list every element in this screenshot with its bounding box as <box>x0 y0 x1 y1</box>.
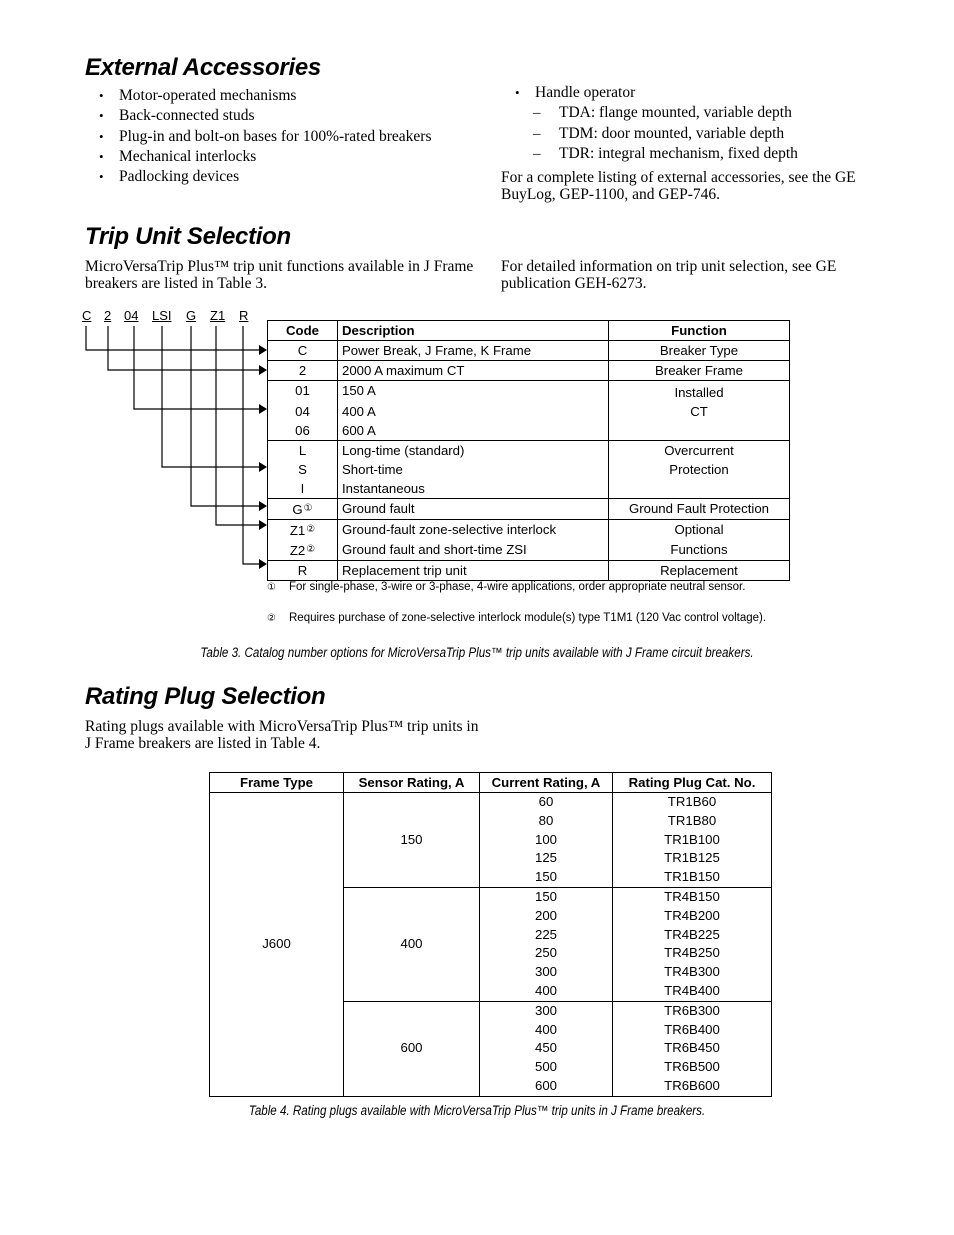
current-rating-cell: 150 <box>480 887 613 906</box>
rating-plug-cell: TR6B450 <box>613 1039 772 1058</box>
rating-plug-cell: TR6B600 <box>613 1077 772 1096</box>
code-part-z1: Z1 <box>210 308 226 323</box>
table-row <box>268 561 790 581</box>
description-cell: Power Break, J Frame, K Frame <box>338 341 609 361</box>
function-cell <box>609 479 790 499</box>
footnote-marker: ① <box>267 582 276 593</box>
footnote-marker: ② <box>306 544 316 555</box>
description-cell: Replacement trip unit <box>338 561 609 581</box>
external-accessories-heading: External Accessories <box>85 54 321 81</box>
rating-plug-cell: TR4B200 <box>613 907 772 926</box>
sublist-item: – TDR: integral mechanism, fixed depth <box>501 144 798 164</box>
footnote-2 <box>267 611 797 626</box>
table-row <box>268 381 790 403</box>
current-rating-cell: 60 <box>480 793 613 812</box>
function-cell: Installed <box>609 381 790 403</box>
rating-plug-cell: TR4B225 <box>613 926 772 945</box>
connector-line-2 <box>108 326 259 370</box>
code-cell: R <box>268 561 338 581</box>
code-text: G <box>292 502 303 517</box>
code-text: Z1 <box>289 523 306 538</box>
footnote-marker: ② <box>306 524 316 535</box>
code-part-04: 04 <box>124 308 139 323</box>
table-row <box>268 361 790 381</box>
accessories-listing-text: For a complete listing of external accessories, see the GE BuyLog, GEP-1100, and GEP-746. <box>501 169 856 203</box>
code-cell: S <box>268 460 338 479</box>
arrow-head <box>259 501 267 511</box>
rating-plug-cell: TR6B500 <box>613 1058 772 1077</box>
description-cell: Ground-fault zone-selective interlock <box>338 520 609 541</box>
column-header-plug-cat-no: Rating Plug Cat. No. <box>613 773 772 793</box>
code-part-lsi: LSI <box>152 308 172 323</box>
rating-plug-cell: TR1B125 <box>613 849 772 868</box>
code-cell: L <box>268 441 338 461</box>
connector-line-04 <box>134 326 259 409</box>
table-row <box>268 540 790 561</box>
connector-line-g <box>191 326 259 506</box>
function-cell: Overcurrent <box>609 441 790 461</box>
code-cell <box>268 520 338 541</box>
frame-type-cell: J600 <box>210 793 344 1097</box>
sensor-rating-cell: 400 <box>344 887 480 1001</box>
code-part-2: 2 <box>104 308 112 323</box>
sensor-rating-cell: 600 <box>344 1001 480 1096</box>
footnote-1 <box>267 580 797 595</box>
current-rating-cell: 100 <box>480 831 613 850</box>
rating-plug-table-body <box>210 793 772 1097</box>
current-rating-cell: 225 <box>480 926 613 945</box>
code-part-g: G <box>186 308 197 323</box>
code-cell: 01 <box>268 381 338 403</box>
rating-plug-intro-text: Rating plugs available with MicroVersaTrip Plus™ trip units in J Frame breakers are listed in Table 4. <box>85 718 479 752</box>
description-cell: Ground fault and short-time ZSI <box>338 540 609 561</box>
arrow-head <box>259 404 267 414</box>
current-rating-cell: 400 <box>480 1021 613 1040</box>
rating-plug-cell: TR4B150 <box>613 887 772 906</box>
function-cell: Breaker Frame <box>609 361 790 381</box>
table-row <box>268 421 790 441</box>
arrow-head <box>259 520 267 530</box>
table-row <box>268 441 790 461</box>
trip-unit-selection-heading: Trip Unit Selection <box>85 223 291 250</box>
current-rating-cell: 80 <box>480 812 613 831</box>
code-cell <box>268 499 338 520</box>
code-cell: 06 <box>268 421 338 441</box>
arrow-head <box>259 365 267 375</box>
arrow-head <box>259 345 267 355</box>
list-item: • Back-connected studs <box>85 106 432 126</box>
code-cell <box>268 540 338 561</box>
table-row <box>268 341 790 361</box>
code-cell: 2 <box>268 361 338 381</box>
description-cell: 150 A <box>338 381 609 403</box>
current-rating-cell: 250 <box>480 944 613 963</box>
trip-unit-intro-text: MicroVersaTrip Plus™ trip unit functions available in J Frame breakers are listed in Table 3. <box>85 258 474 292</box>
table-row <box>268 460 790 479</box>
current-rating-cell: 200 <box>480 907 613 926</box>
function-cell: CT <box>609 402 790 421</box>
description-cell: Ground fault <box>338 499 609 520</box>
connector-line-c <box>86 326 259 350</box>
rating-plug-cell: TR4B400 <box>613 982 772 1001</box>
rating-plug-cell: TR1B60 <box>613 793 772 812</box>
function-cell <box>609 421 790 441</box>
current-rating-cell: 500 <box>480 1058 613 1077</box>
code-part-r: R <box>239 308 249 323</box>
function-cell: Protection <box>609 460 790 479</box>
current-rating-cell: 150 <box>480 868 613 887</box>
rating-plug-cell: TR6B400 <box>613 1021 772 1040</box>
function-cell: Replacement <box>609 561 790 581</box>
table-row <box>268 402 790 421</box>
sensor-rating-cell: 150 <box>344 793 480 888</box>
code-cell: C <box>268 341 338 361</box>
description-cell: 400 A <box>338 402 609 421</box>
arrow-head <box>259 559 267 569</box>
table-row <box>268 479 790 499</box>
column-header-sensor-rating: Sensor Rating, A <box>344 773 480 793</box>
column-header-frame-type: Frame Type <box>210 773 344 793</box>
table-row <box>268 520 790 541</box>
column-header-function: Function <box>609 321 790 341</box>
list-item: • Plug-in and bolt-on bases for 100%-rated breakers <box>85 127 432 147</box>
rating-plug-table <box>209 772 772 1097</box>
function-cell: Optional <box>609 520 790 541</box>
current-rating-cell: 400 <box>480 982 613 1001</box>
connector-line-r <box>243 326 259 564</box>
table-4-caption: Table 4. Rating plugs available with MicroVersaTrip Plus™ trip units in J Frame breakers. <box>248 1103 706 1118</box>
footnote-marker: ② <box>267 613 276 624</box>
function-cell: Ground Fault Protection <box>609 499 790 520</box>
function-cell: Functions <box>609 540 790 561</box>
current-rating-cell: 125 <box>480 849 613 868</box>
table-header-row <box>210 773 772 793</box>
current-rating-cell: 300 <box>480 963 613 982</box>
function-cell: Breaker Type <box>609 341 790 361</box>
rating-plug-cell: TR1B80 <box>613 812 772 831</box>
list-item: • Motor-operated mechanisms <box>85 86 432 106</box>
rating-plug-cell: TR4B250 <box>613 944 772 963</box>
current-rating-cell: 600 <box>480 1077 613 1096</box>
current-rating-cell: 450 <box>480 1039 613 1058</box>
connector-line-z1 <box>216 326 259 525</box>
column-header-description: Description <box>338 321 609 341</box>
rating-plug-cell: TR6B300 <box>613 1001 772 1020</box>
handle-operator-label: Handle operator <box>535 84 636 101</box>
arrow-head <box>259 462 267 472</box>
code-part-c: C <box>82 308 92 323</box>
trip-unit-catalog-table <box>267 320 790 581</box>
description-cell: 2000 A maximum CT <box>338 361 609 381</box>
footnote-marker: ① <box>303 503 313 514</box>
column-header-current-rating: Current Rating, A <box>480 773 613 793</box>
sublist-item: – TDA: flange mounted, variable depth <box>501 103 798 123</box>
footnote-text: For single-phase, 3-wire or 3-phase, 4-wire applications, order appropriate neutral sensor. <box>289 581 746 593</box>
description-cell: Long-time (standard) <box>338 441 609 461</box>
connector-line-lsi <box>162 326 259 467</box>
list-item: • Padlocking devices <box>85 167 432 187</box>
code-text: Z2 <box>289 543 306 558</box>
table-3-caption: Table 3. Catalog number options for MicroVersaTrip Plus™ trip units available with J Frame circuit breakers. <box>200 645 754 660</box>
rating-plug-cell: TR1B100 <box>613 831 772 850</box>
description-cell: Instantaneous <box>338 479 609 499</box>
rating-plug-cell: TR4B300 <box>613 963 772 982</box>
table-row <box>268 499 790 520</box>
table-row <box>210 793 772 812</box>
current-rating-cell: 300 <box>480 1001 613 1020</box>
list-item: • Mechanical interlocks <box>85 147 432 167</box>
table-header-row <box>268 321 790 341</box>
sublist-item: – TDM: door mounted, variable depth <box>501 124 798 144</box>
description-cell: Short-time <box>338 460 609 479</box>
rating-plug-cell: TR1B150 <box>613 868 772 887</box>
trip-unit-reference-text: For detailed information on trip unit selection, see GE publication GEH-6273. <box>501 258 837 292</box>
rating-plug-selection-heading: Rating Plug Selection <box>85 683 326 710</box>
description-cell: 600 A <box>338 421 609 441</box>
code-cell: I <box>268 479 338 499</box>
footnote-text: Requires purchase of zone-selective interlock module(s) type T1M1 (120 Vac control voltage). <box>289 612 767 624</box>
code-cell: 04 <box>268 402 338 421</box>
column-header-code: Code <box>268 321 338 341</box>
